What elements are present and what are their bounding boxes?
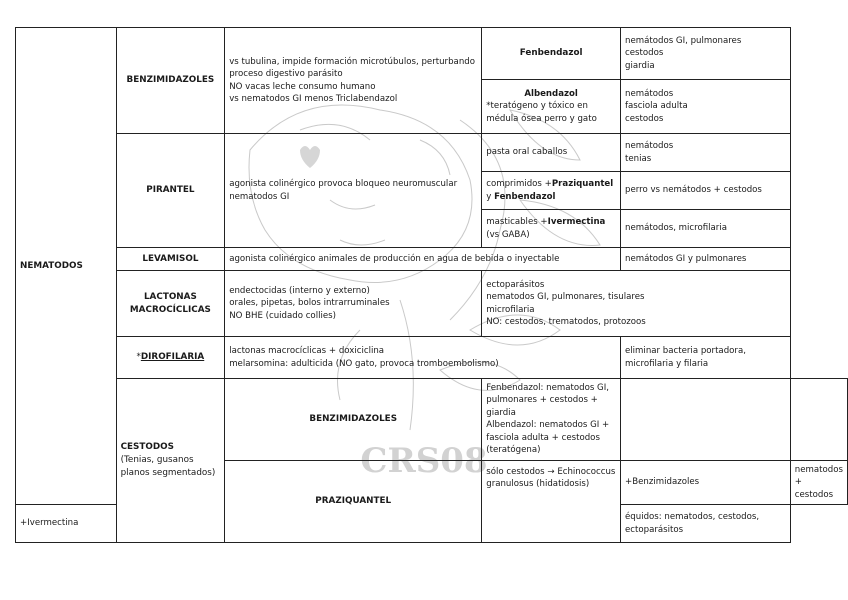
albendazol-cell: Albendazol *teratógeno y tóxico en médula ósea perro y gato [482,80,621,134]
dirofilaria-description: lactonas macrocíclicas + doxiciclina melarsomina: adulticida (NO gato, provoca tromboembolismo) [225,337,621,379]
watermark-text: CRS08 [360,441,488,481]
lactonas-use: ectoparásitos nematodos GI, pulmonares, tisulares microfilaria NO: cestodos, trematodos, protozoos [482,271,791,337]
praziquantel-use-2: équidos: nematodos, cestodos, ectoparásitos [621,505,791,543]
praziquantel-use-1: nematodos + cestodos [790,460,847,504]
drug-fenbendazol: Fenbendazol [482,28,621,80]
levamisol-use: nemátodos GI y pulmonares [621,248,791,271]
lactonas-description: endectocidas (interno y externo) orales, pipetas, bolos intrarruminales NO BHE (cuidado collies) [225,271,482,337]
benzimidazoles-description: vs tubulina, impide formación microtúbulos, perturbando proceso digestivo parásito NO vacas leche consumo humano vs nematodos GI menos Triclabendazol [225,28,482,134]
pirantel-description: agonista colinérgico provoca bloqueo neuromuscular nematodos GI [225,134,482,248]
levamisol-description: agonista colinérgico animales de producción en agua de bebida o inyectable [225,248,621,271]
antiparasitic-table [15,27,848,543]
cestodos-benzimidazoles-empty-2 [790,379,847,461]
pirantel-use-1: nemátodos tenias [621,134,791,172]
pirantel-use-2: perro vs nemátodos + cestodos [621,172,791,210]
drug-praziquantel: PRAZIQUANTEL [225,460,482,542]
drug-lactonas-macrociclicas: LACTONAS MACROCÍCLICAS [116,271,225,337]
praziquantel-description: sólo cestodos → Echinococcus granulosus (hidatidosis) [482,460,621,542]
praziquantel-combo-2: +Ivermectina [16,505,117,543]
cestodos-benzimidazoles-description: Fenbendazol: nematodos GI, pulmonares + cestodos + giardia Albendazol: nematodos GI + fasciola adulta + cestodos (teratógena) [482,379,621,461]
pirantel-form-2: comprimidos +Praziquantel y Fenbendazol [482,172,621,210]
pirantel-form-3: masticables +Ivermectina (vs GABA) [482,210,621,248]
category-cestodos: CESTODOS (Tenias, gusanos planos segmentados) [116,379,225,543]
drug-benzimidazoles: BENZIMIDAZOLES [116,28,225,134]
drug-dirofilaria: *DIROFILARIA [116,337,225,379]
albendazol-note: teratógeno y tóxico en médula ósea perro y gato [486,101,597,124]
albendazol-use: nemátodos fasciola adulta cestodos [621,80,791,134]
drug-pirantel: PIRANTEL [116,134,225,248]
category-nematodos: NEMATODOS [16,28,117,505]
pirantel-use-3: nemátodos, microfilaria [621,210,791,248]
cestodos-benzimidazoles-empty-1 [621,379,791,461]
pirantel-form-1: pasta oral caballos [482,134,621,172]
fenbendazol-use: nemátodos GI, pulmonares cestodos giardia [621,28,791,80]
drug-albendazol: Albendazol [524,88,578,99]
drug-cestodos-benzimidazoles: BENZIMIDAZOLES [225,379,482,461]
dirofilaria-use: eliminar bacteria portadora, microfilaria y filaria [621,337,791,379]
drug-levamisol: LEVAMISOL [116,248,225,271]
praziquantel-combo-1: +Benzimidazoles [621,460,791,504]
